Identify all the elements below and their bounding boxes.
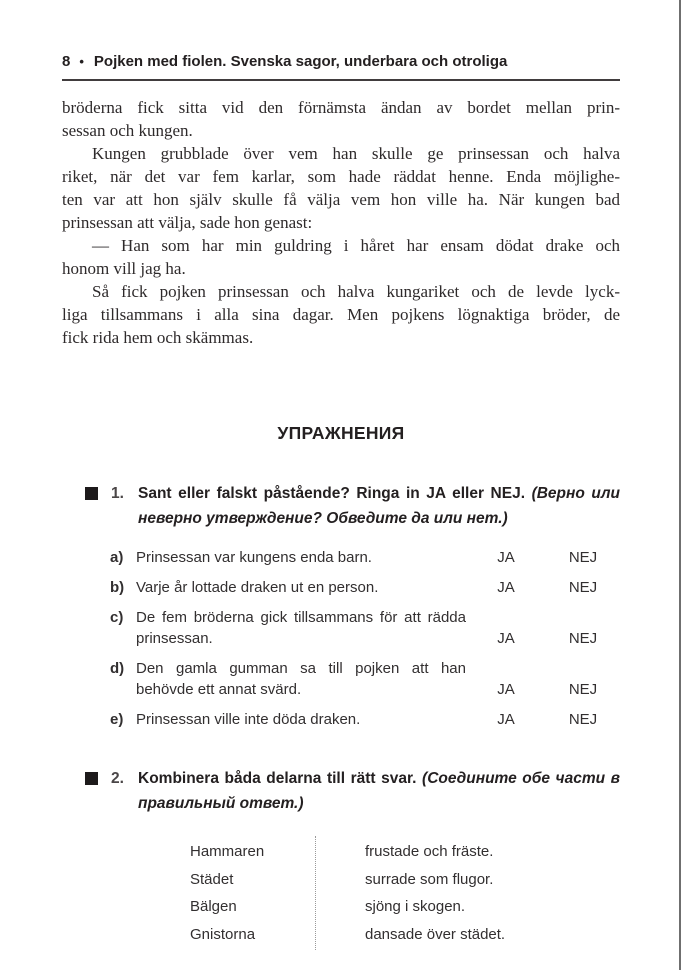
answer-ja: JA	[497, 549, 515, 566]
answer-ja: JA	[497, 630, 515, 647]
match-left: Bälgen	[190, 898, 237, 915]
story-paragraph	[62, 142, 620, 234]
story-line: prinsessan att välja, sade hon genast:	[62, 213, 313, 232]
story-line: ten var att hon själv skulle få välja vem hon ville ha. När kungen bad	[62, 190, 620, 209]
story-paragraph	[62, 280, 620, 349]
match-right: surrade som flugor.	[365, 870, 494, 888]
answer-ja: JA	[497, 681, 515, 698]
story-line: liga tillsammans i alla sina dagar. Men pojkens lögnaktiga bröder, de	[62, 305, 620, 324]
exercise-2-title	[138, 766, 620, 816]
exercise-1-header	[62, 481, 620, 531]
match-row	[190, 893, 530, 921]
item-letter: c)	[110, 609, 124, 626]
true-false-item-d	[62, 658, 620, 700]
answer-nej: NEJ	[568, 630, 598, 647]
match-row	[190, 866, 530, 894]
match-row	[190, 838, 530, 866]
page-content	[62, 0, 620, 948]
exercise-2-header	[62, 766, 620, 816]
true-false-item-c	[62, 607, 620, 649]
item-line: Prinsessan ville inte döda draken.	[136, 711, 361, 728]
item-letter: b)	[110, 579, 125, 596]
item-letter: e)	[110, 711, 124, 728]
item-letter: a)	[110, 549, 124, 566]
matching-table	[190, 838, 530, 948]
match-right: dansade över städet.	[365, 925, 506, 943]
match-row	[190, 921, 530, 949]
item-line: Den gamla gumman sa till pojken att han	[136, 660, 466, 677]
item-line: behövde ett annat svärd.	[136, 681, 302, 698]
answer-ja: JA	[497, 579, 515, 596]
story-line: honom vill jag ha.	[62, 259, 186, 278]
story-line: sessan och kungen.	[62, 121, 193, 140]
item-statement	[136, 577, 466, 598]
item-line: De fem bröderna gick tillsammans för att rädda	[136, 609, 466, 626]
exercise-2-title-russian: (Соедините обе части в правильный ответ.)	[138, 770, 620, 812]
square-bullet-icon	[85, 487, 98, 500]
item-letter: d)	[110, 660, 125, 677]
answer-nej: NEJ	[568, 681, 598, 698]
story-line: fick rida hem och skämmas.	[62, 328, 254, 347]
bullet-separator: •	[79, 54, 84, 69]
exercise-1-title	[138, 481, 620, 531]
exercise-2-number: 2.	[111, 770, 124, 787]
item-statement	[136, 547, 466, 568]
item-statement	[136, 658, 466, 700]
item-statement	[136, 709, 466, 730]
item-line: Varje år lottade draken ut en person.	[136, 579, 379, 596]
match-left: Städet	[190, 870, 234, 888]
story-line: Så fick pojken prinsessan och halva kungariket och de levde lyck-	[92, 282, 620, 301]
item-line: Prinsessan var kungens enda barn.	[136, 549, 372, 566]
page-number: 8	[62, 53, 71, 70]
story-line: — Han som har min guldring i håret har ensam dödat drake och	[92, 236, 620, 255]
item-statement	[136, 607, 466, 649]
dotted-divider-line	[315, 836, 316, 950]
story-text	[62, 96, 620, 349]
story-line: bröderna fick sitta vid den förnämsta ändan av bordet mellan prin-	[62, 98, 620, 117]
match-left: Gnistorna	[190, 925, 256, 943]
answer-nej: NEJ	[568, 711, 598, 728]
story-line: riket, när det var fem karlar, som hade räddat henne. Enda möjlighe-	[62, 167, 620, 186]
square-bullet-icon	[85, 772, 98, 785]
true-false-item-b	[62, 577, 620, 598]
exercises-heading: УПРАЖНЕНИЯ	[277, 423, 405, 443]
answer-nej: NEJ	[568, 579, 598, 596]
story-paragraph	[62, 234, 620, 280]
exercise-1-title-swedish: Sant eller falskt påstående? Ringa in JA eller NEJ.	[138, 485, 526, 502]
item-line: prinsessan.	[136, 630, 213, 647]
story-paragraph	[62, 96, 620, 142]
exercise-1-title-russian: (Верно или неверно утверждение? Обведите да или нет.)	[138, 485, 620, 527]
exercise-1-number: 1.	[111, 485, 124, 502]
match-right: frustade och fräste.	[365, 843, 494, 860]
answer-ja: JA	[497, 711, 515, 728]
true-false-item-a	[62, 547, 620, 568]
match-left: Hammaren	[190, 843, 265, 860]
book-title: Pojken med fiolen. Svenska sagor, underbara och otroliga	[93, 53, 508, 70]
exercise-2-title-swedish: Kombinera båda delarna till rätt svar.	[138, 770, 417, 787]
answer-nej: NEJ	[568, 549, 598, 566]
match-right: sjöng i skogen.	[365, 898, 466, 915]
true-false-item-e	[62, 709, 620, 730]
running-head	[62, 52, 620, 81]
story-line: Kungen grubblade över vem han skulle ge prinsessan och halva	[92, 144, 620, 163]
true-false-items	[62, 547, 620, 730]
